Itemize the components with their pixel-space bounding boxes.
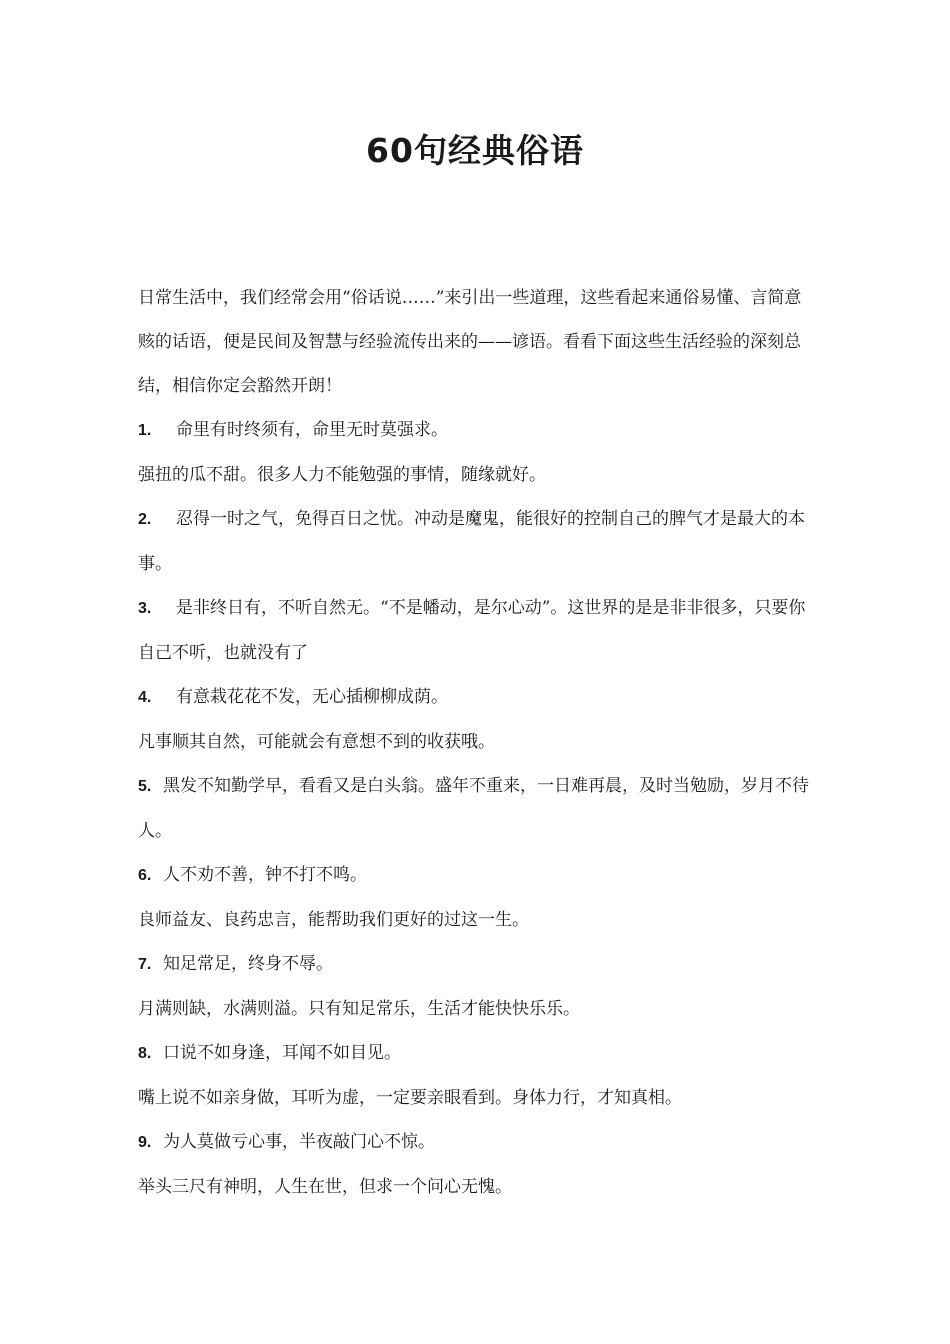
saying-item [138,1120,818,1165]
saying-item [138,1031,818,1076]
saying-item [138,586,818,675]
saying-text: 忍得一时之气，免得百日之忧。冲动是魔鬼，能很好的控制自己的脾气才是最大的本事。 [138,509,805,574]
saying-item [138,853,818,898]
item-number: 7. [138,956,152,973]
item-number: 3. [138,600,152,617]
saying-explanation: 强扭的瓜不甜。很多人力不能勉强的事情，随缘就好。 [138,465,546,485]
document-body [138,276,818,1209]
saying-item [138,497,818,586]
saying-text: 人不劝不善，钟不打不鸣。 [163,865,367,885]
saying-text: 是非终日有，不听自然无。“不是幡动，是尔心动”。这世界的是是非非很多，只要你自己不听，也就没有了 [138,598,806,663]
saying-item [138,408,818,453]
saying-text: 知足常足，终身不辱。 [163,954,333,974]
item-number: 2. [138,511,152,528]
saying-item [138,675,818,720]
saying-explanation: 嘴上说不如亲身做，耳听为虚，一定要亲眼看到。身体力行，才知真相。 [138,1088,682,1108]
saying-text: 黑发不知勤学早，看看又是白头翁。盛年不重来，一日难再晨，及时当勉励，岁月不待人。 [138,776,809,841]
saying-text: 为人莫做亏心事，半夜敲门心不惊。 [163,1132,435,1152]
item-number: 8. [138,1045,152,1062]
page-title: 60句经典俗语 [366,131,584,170]
item-number: 6. [138,867,152,884]
intro-paragraph: 日常生活中，我们经常会用“俗话说……”来引出一些道理，这些看起来通俗易懂、言简意赅的话语，便是民间及智慧与经验流传出来的——谚语。看看下面这些生活经验的深刻总结，相信你定会豁然开朗！ [138,288,802,396]
saying-explanation: 良师益友、良药忠言，能帮助我们更好的过这一生。 [138,910,529,930]
saying-item [138,764,818,853]
saying-text: 命里有时终须有，命里无时莫强求。 [176,420,448,440]
saying-explanation: 月满则缺，水满则溢。只有知足常乐，生活才能快快乐乐。 [138,999,580,1019]
saying-text: 口说不如身逢，耳闻不如目见。 [163,1043,401,1063]
item-number: 5. [138,778,152,795]
item-number: 9. [138,1134,152,1151]
item-number: 1. [138,422,152,439]
saying-item [138,942,818,987]
saying-explanation: 凡事顺其自然，可能就会有意想不到的收获哦。 [138,732,495,752]
saying-explanation: 举头三尺有神明，人生在世，但求一个问心无愧。 [138,1177,512,1197]
saying-text: 有意栽花花不发，无心插柳柳成荫。 [176,687,448,707]
item-number: 4. [138,689,152,706]
